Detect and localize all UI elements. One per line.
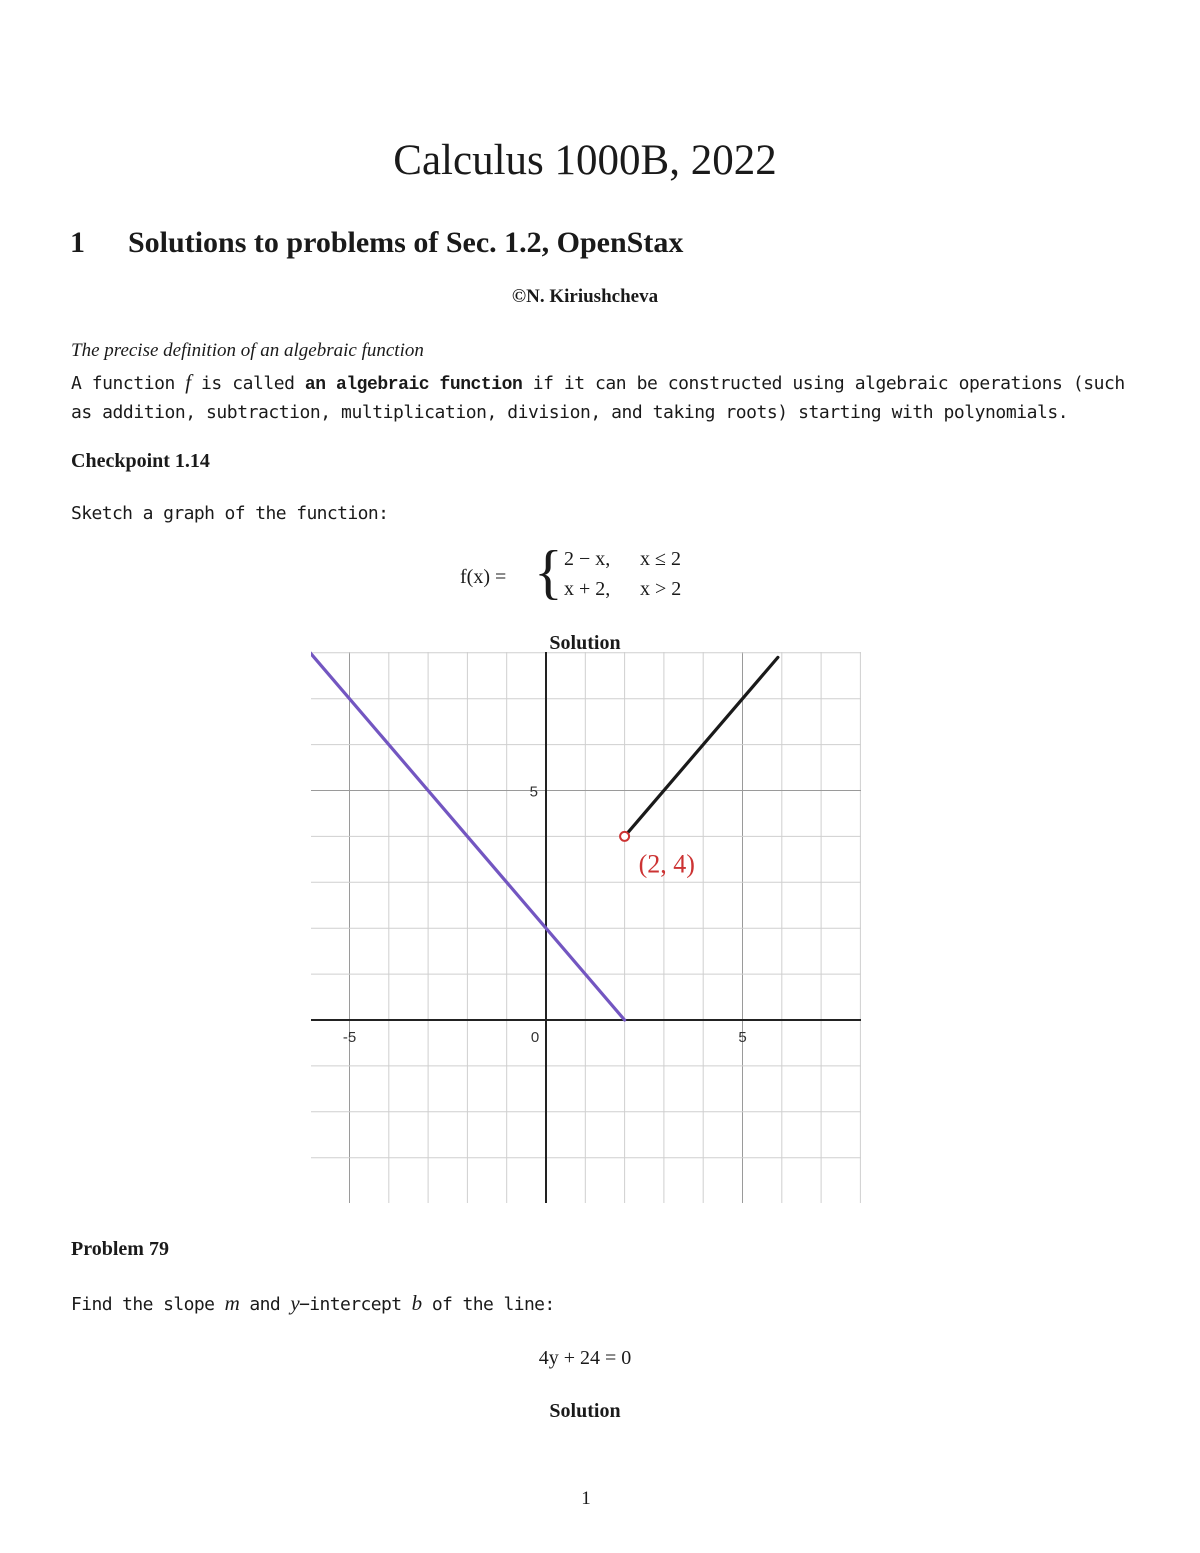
- section-number: 1: [70, 226, 85, 259]
- y-variable: y: [290, 1291, 300, 1315]
- case-1-expression: 2 − x,: [564, 548, 611, 570]
- definition-text: is called: [190, 373, 305, 394]
- section-title: Solutions to problems of Sec. 1.2, OpenStax: [128, 226, 684, 259]
- problem-heading: Problem 79: [71, 1238, 169, 1260]
- solution-label: Solution: [549, 1400, 621, 1422]
- checkpoint-prompt: Sketch a graph of the function:: [71, 503, 389, 524]
- function-variable: f: [185, 370, 191, 394]
- open-point-marker: [620, 832, 629, 841]
- case-2-expression: x + 2,: [564, 578, 611, 600]
- point-label: (2, 4): [638, 849, 695, 879]
- checkpoint-heading: Checkpoint 1.14: [71, 450, 210, 472]
- x-tick-label: -5: [342, 1029, 357, 1046]
- series-line-right: [625, 657, 778, 836]
- prompt-text: −intercept: [299, 1294, 412, 1315]
- solution-label: Solution: [549, 632, 621, 654]
- problem-prompt: [71, 1289, 1131, 1319]
- x-tick-label: 0: [530, 1029, 540, 1046]
- line-equation: 4y + 24 = 0: [538, 1347, 632, 1369]
- slope-variable: m: [224, 1291, 240, 1315]
- prompt-text: and: [239, 1294, 291, 1315]
- definition-term: an algebraic function: [304, 375, 523, 395]
- left-brace: {: [534, 539, 563, 605]
- case-2-condition: x > 2: [640, 578, 682, 600]
- definition-text: if it can be constructed using algebraic operations (such as addition, subtraction, multiplication, division, and taking roots) starting with polynomials.: [71, 373, 1125, 423]
- author-line: ©N. Kiriushcheva: [511, 286, 659, 307]
- x-tick-label: 5: [738, 1029, 747, 1046]
- case-1-condition: x ≤ 2: [640, 548, 681, 570]
- prompt-text: of the line:: [421, 1294, 555, 1315]
- prompt-text: Find the slope: [71, 1294, 225, 1315]
- piecewise-lhs: f(x) =: [460, 566, 507, 588]
- intercept-variable: b: [411, 1291, 422, 1315]
- y-tick-label: 5: [529, 783, 538, 801]
- document-title: Calculus 1000B, 2022: [393, 137, 777, 184]
- definition-title: The precise definition of an algebraic function: [71, 340, 424, 361]
- page-number: 1: [581, 1488, 591, 1509]
- definition-text: A function: [71, 373, 186, 394]
